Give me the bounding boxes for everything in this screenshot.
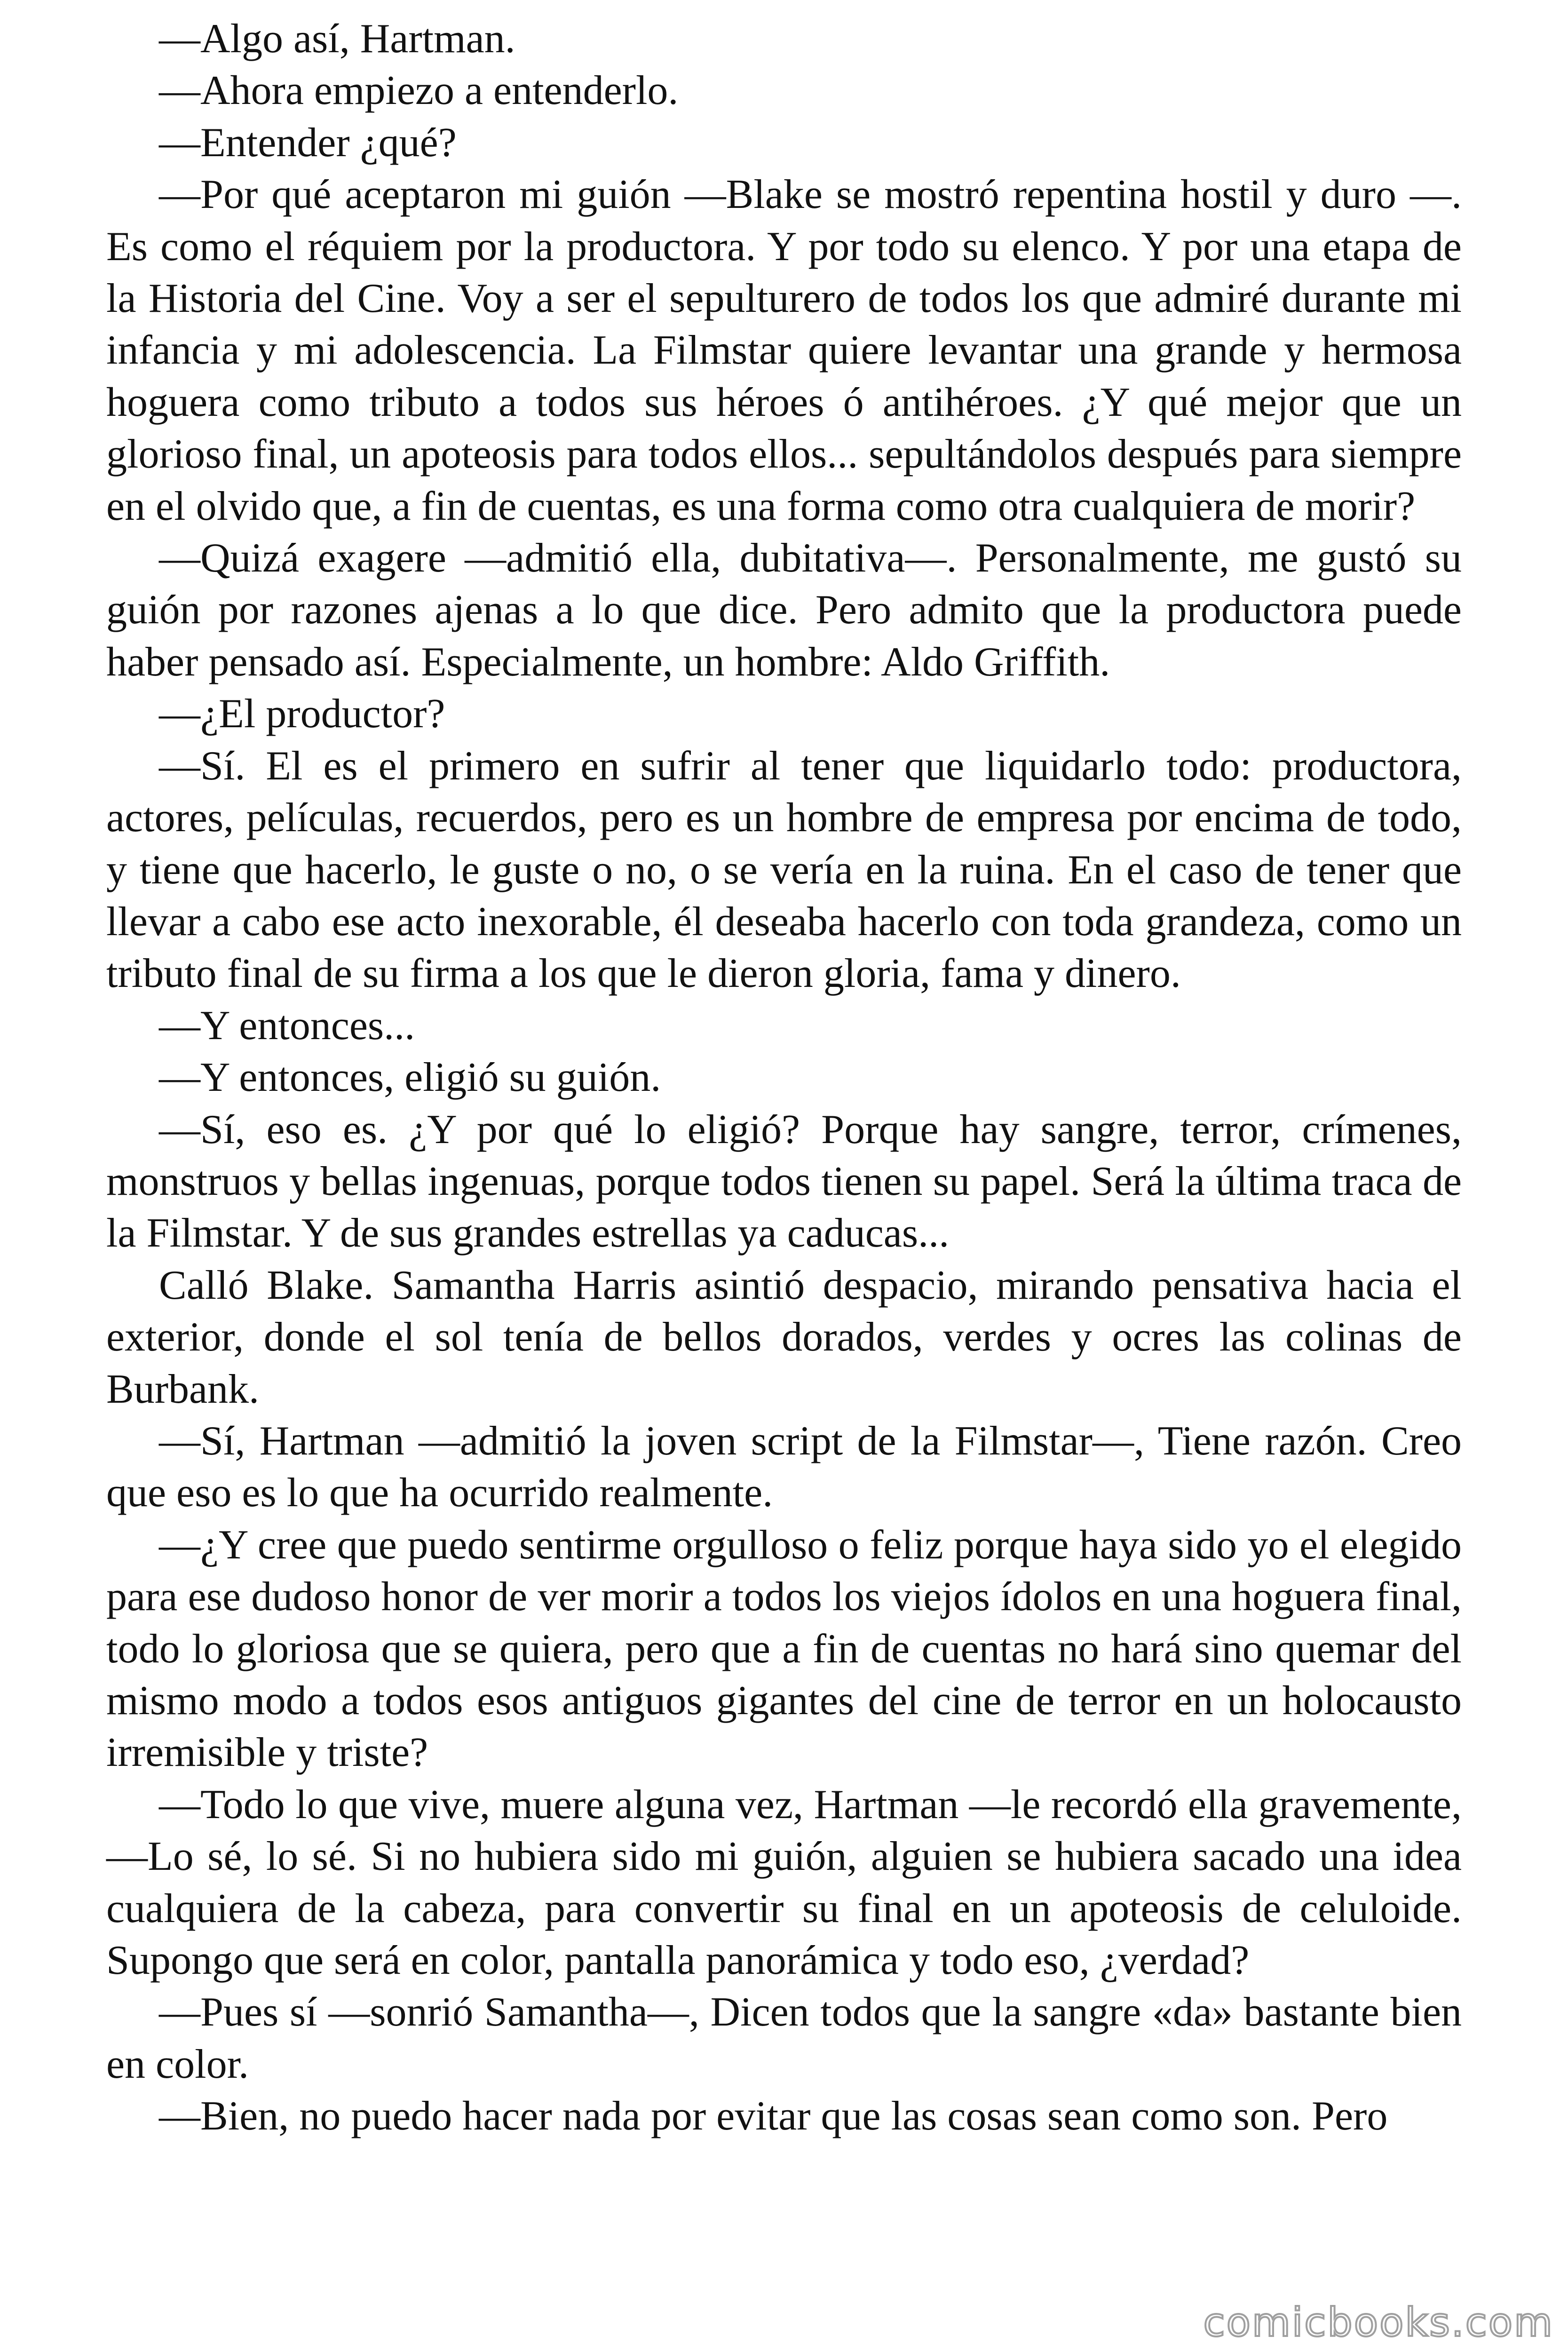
watermark: comicbooks.com — [1203, 2299, 1554, 2345]
paragraph: —Entender ¿qué? — [159, 119, 457, 166]
paragraph: —Y entonces, eligió su guión. — [159, 1055, 661, 1101]
paragraph: —¿Y cree que puedo sentirme orgulloso o feliz porque haya sido yo el elegido para ese dudoso honor de ver morir a todos los viejos ídolos en una hoguera final, todo lo gloriosa que se quiera, pero que a fin de cuentas no hará sino quemar del mismo modo a todos esos antiguos gigantes del cine de terror en un holocausto irremisible y triste? — [106, 1522, 1462, 1776]
paragraph: —Sí, Hartman —admitió la joven script de la Filmstar—, Tiene razón. Creo que eso es lo que ha ocurrido realmente. — [106, 1418, 1462, 1516]
book-page-text — [106, 13, 1462, 2143]
paragraph: —Bien, no puedo hacer nada por evitar que las cosas sean como son. Pero — [159, 2093, 1388, 2139]
paragraph: —Todo lo que vive, muere alguna vez, Hartman —le recordó ella gravemente, —Lo sé, lo sé. Si no hubiera sido mi guión, alguien se hubiera sacado una idea cualquiera de la cabeza, para convertir su final en un apoteosis de celuloide. Supongo que será en color, pantalla panorámica y todo eso, ¿verdad? — [106, 1781, 1462, 1984]
paragraph: —Y entonces... — [159, 1002, 415, 1049]
paragraph: Calló Blake. Samantha Harris asintió despacio, mirando pensativa hacia el exterior, donde el sol tenía de bellos dorados, verdes y ocres las colinas de Burbank. — [106, 1262, 1462, 1412]
paragraph: —Algo así, Hartman. — [159, 16, 515, 62]
paragraph: —Sí. El es el primero en sufrir al tener que liquidarlo todo: productora, actores, películas, recuerdos, pero es un hombre de empresa por encima de todo, y tiene que hacerlo, le guste o no, o se vería en la ruina. En el caso de tener que llevar a cabo ese acto inexorable, él deseaba hacerlo con toda grandeza, como un tributo final de su firma a los que le dieron gloria, fama y dinero. — [106, 743, 1462, 997]
paragraph: —Pues sí —sonrió Samantha—, Dicen todos que la sangre «da» bastante bien en color. — [106, 1989, 1462, 2087]
paragraph: —Ahora empiezo a entenderlo. — [159, 68, 679, 114]
paragraph: —¿El productor? — [159, 691, 445, 737]
paragraph: —Sí, eso es. ¿Y por qué lo eligió? Porque hay sangre, terror, crímenes, monstruos y bellas ingenuas, porque todos tienen su papel. Será la última traca de la Filmstar. Y de sus grandes estrellas ya caducas... — [106, 1106, 1462, 1256]
paragraph: —Quizá exagere —admitió ella, dubitativa—. Personalmente, me gustó su guión por razones ajenas a lo que dice. Pero admito que la productora puede haber pensado así. Especialmente, un hombre: Aldo Griffith. — [106, 535, 1462, 685]
paragraph: —Por qué aceptaron mi guión —Blake se mostró repentina hostil y duro —. Es como el réquiem por la productora. Y por todo su elenco. Y por una etapa de la Historia del Cine. Voy a ser el sepulturero de todos los que admiré durante mi infancia y mi adolescencia. La Filmstar quiere levantar una grande y hermosa hoguera como tributo a todos sus héroes ó antihéroes. ¿Y qué mejor que un glorioso final, un apoteosis para todos ellos... sepultándolos después para siempre en el olvido que, a fin de cuentas, es una forma como otra cualquiera de morir? — [106, 172, 1462, 529]
